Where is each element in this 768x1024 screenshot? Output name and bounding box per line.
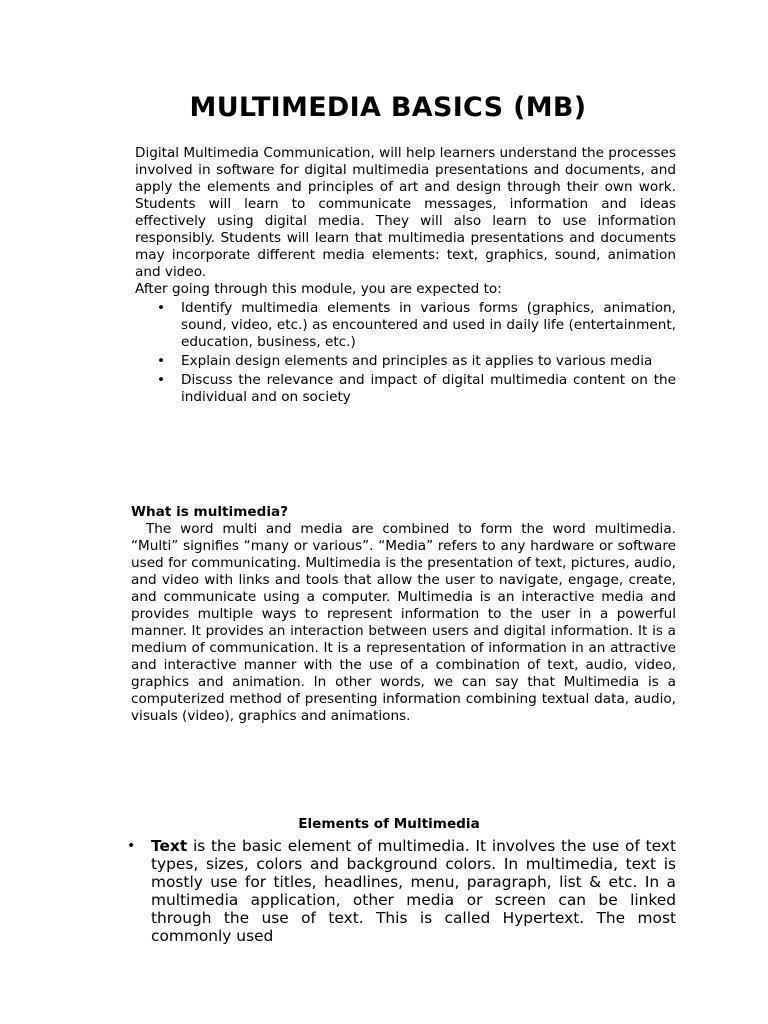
objectives-lead: After going through this module, you are expected to: (135, 281, 502, 297)
element-description: is the basic element of multimedia. It involves the use of text types, sizes, colors and background colors. In multimedia, text is mostly use for titles, headlines, menu, paragraph, list & etc. In a multimedia application, other media or screen can be linked through the use of text. This is called Hypertext. The most commonly used (151, 837, 676, 945)
intro-section (135, 145, 676, 406)
objective-text: Explain design elements and principles as it applies to various media (181, 353, 653, 369)
element-text (151, 837, 676, 945)
element-item (125, 837, 676, 945)
what-is-multimedia-section (131, 504, 676, 725)
what-is-paragraph: The word multi and media are combined to form the word multimedia. “Multi” signifies “many or various”. “Media” refers to any hardware or software used for communicating. Multimedia is the presentation of text, pictures, audio, and video with links and tools that allow the user to navigate, engage, create, and communicate using a computer. Multimedia is an interactive media and provides multiple ways to represent information to the user in a powerful manner. It provides an interaction between users and digital information. It is a medium of communication. It is a representation of information in an attractive and interactive manner with the use of a combination of text, audio, video, graphics and animation. In other words, we can say that Multimedia is a computerized method of presenting information combining textual data, audio, visuals (video), graphics and animations. (131, 521, 676, 724)
objective-item (135, 372, 676, 406)
objective-text: Discuss the relevance and impact of digital multimedia content on the individual and on society (181, 372, 676, 405)
bullet-icon: • (157, 372, 166, 388)
elements-list (125, 837, 676, 945)
elements-section (125, 837, 676, 945)
document-title: MULTIMEDIA BASICS (MB) (189, 92, 587, 123)
bullet-icon: • (127, 838, 136, 854)
elements-heading: Elements of Multimedia (298, 816, 480, 832)
objectives-list (135, 300, 676, 406)
objective-item (135, 300, 676, 351)
objective-item (135, 353, 676, 370)
bullet-icon: • (157, 353, 166, 369)
section-heading: What is multimedia? (131, 504, 289, 520)
bullet-icon: • (157, 300, 166, 316)
element-term: Text (151, 837, 188, 855)
objective-text: Identify multimedia elements in various forms (graphics, animation, sound, video, etc.) as encountered and used in daily life (entertainment, education, business, etc.) (181, 300, 676, 350)
intro-paragraph: Digital Multimedia Communication, will help learners understand the processes involved in software for digital multimedia presentations and documents, and apply the elements and principles of art and design through their own work. Students will learn to communicate messages, information and ideas effectively using digital media. They will also learn to use information responsibly. Students will learn that multimedia presentations and documents may incorporate different media elements: text, graphics, sound, animation and video. (135, 145, 676, 280)
